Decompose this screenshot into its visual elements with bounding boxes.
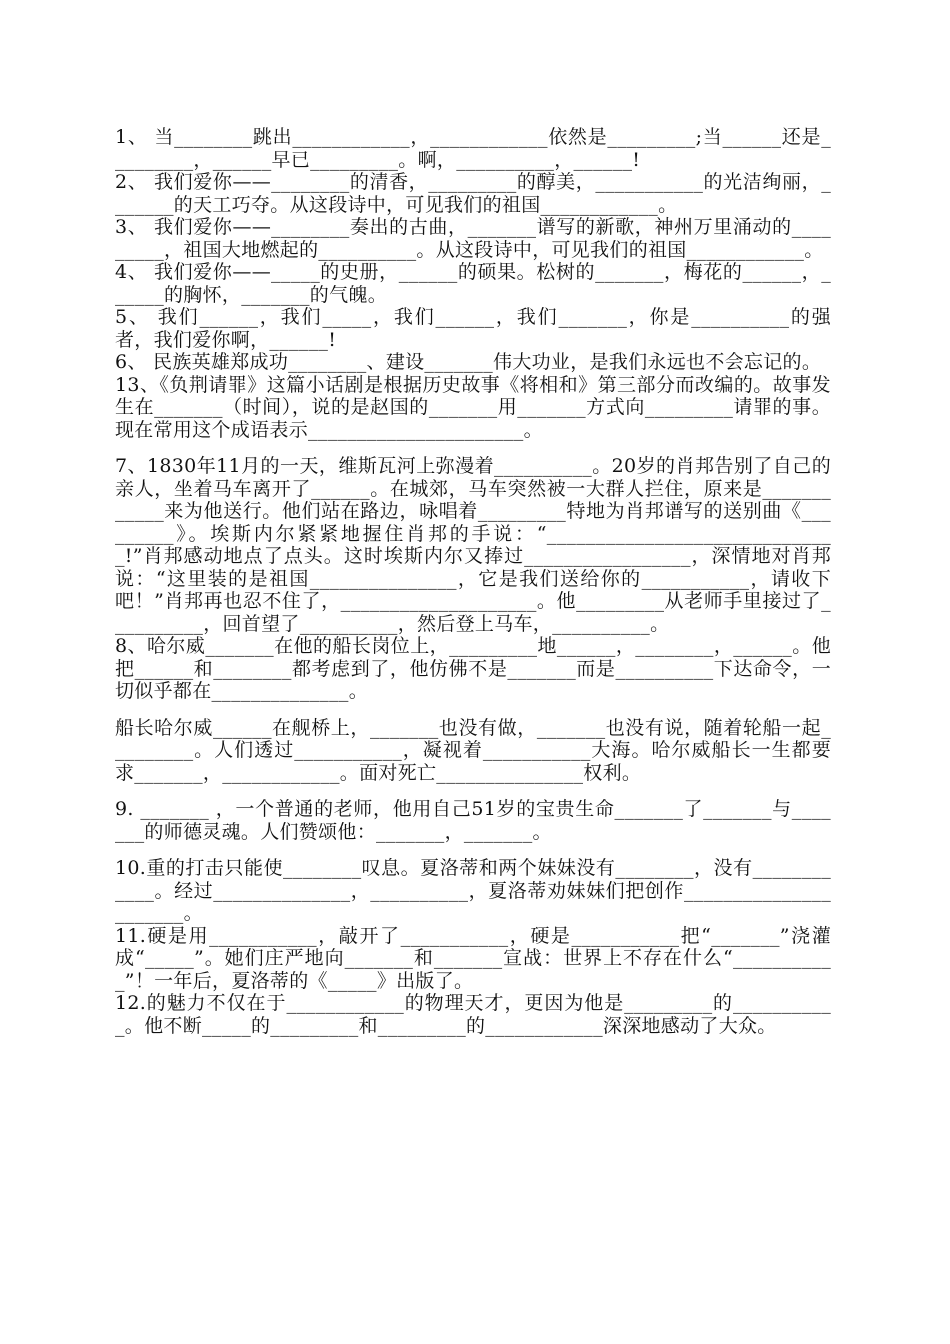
question-8: 8、哈尔威_______在他的船长岗位上，_________地______，________，______。他把______和________都考虑到了，他仿佛不是_______而是__________下达命令，一切似乎都在______________。 — [115, 635, 831, 702]
question-13: 13、《负荆请罪》这篇小话剧是根据历史故事《将相和》第三部分而改编的。故事发生在_______（时间），说的是赵国的_______用_______方式向_________请罪的事。现在常用这个成语表示______________________。 — [115, 373, 831, 441]
question-6: 6、 民族英雄郑成功________、建设_______伟大功业，是我们永远也不会忘记的。 — [115, 351, 822, 373]
question-9: 9. _______ ，一个普通的老师，他用自己51岁的宝贵生命_______了_______与_______的师德灵魂。人们赞颂他：_______，_______。 — [115, 798, 831, 843]
question-3: 3、 我们爱你——________奏出的古曲，_______谱写的新歌，神州万里涌动的_________，祖国大地燃起的__________。从这段诗中，可见我们的祖国____________。 — [115, 216, 831, 261]
question-10: 10.重的打击只能使________叹息。夏洛蒂和两个妹妹没有________，没有____________。经过______________，__________，夏洛蒂劝妹妹们把创作______________________。 — [115, 857, 831, 924]
question-2: 2、 我们爱你——________的清香，_________的醇美，___________的光洁绚丽，_______的天工巧夺。从这段诗中，可见我们的祖国____________。 — [115, 171, 831, 216]
question-11: 11.硬是用___________，敲开了___________，硬是___________把“_______”浇灌成“_____”。她们庄严地向_______和_______宣战：世界上不存在什么“___________”！一年后，夏洛蒂的《_____》出版了。 — [115, 924, 831, 992]
question-12: 12.的魅力不仅在于____________的物理天才，更因为他是_________的___________。他不断_____的_________和_________的____________深深地感动了大众。 — [115, 992, 831, 1037]
question-1: 1、 当________跳出____________，____________依然是_________;当______还是_________，______早已_________。啊，__________，______! — [115, 126, 831, 171]
worksheet-content — [115, 126, 831, 1037]
question-7: 7、1830年11月的一天，维斯瓦河上弥漫着__________。20岁的肖邦告别了自己的亲人，坐着马车离开了______。在城郊，马车突然被一大群人拦住，原来是____________来为他送行。他们站在路边，咏唱着_________特地为肖邦谱写的送别曲《_________》。埃斯内尔紧紧地握住肖邦的手说：“______________________________!”肖邦感动地点了点头。这时埃斯内尔又捧过_________________，深情地对肖邦说：“这里装的是祖国_______________，它是我们送给你的___________，请收下吧！”肖邦再也忍不住了，____________________。他_________从老师手里接过了__________，回首望了__________，然后登上马车，__________。 — [115, 455, 831, 635]
question-5: 5、 我们______，我们_____，我们______，我们_______，你是__________的强者，我们爱你啊，______! — [115, 306, 831, 351]
question-8-continued: 船长哈尔威______在舰桥上，_______也没有做，_______也没有说，随着轮船一起_________。人们透过___________，凝视着___________大海。哈尔威船长一生都要求_______，____________。面对死亡_______________权利。 — [115, 716, 831, 784]
question-4: 4、 我们爱你——_____的史册，______的硕果。松树的_______，梅花的______，______的胸怀，_______的气魄。 — [115, 261, 831, 306]
